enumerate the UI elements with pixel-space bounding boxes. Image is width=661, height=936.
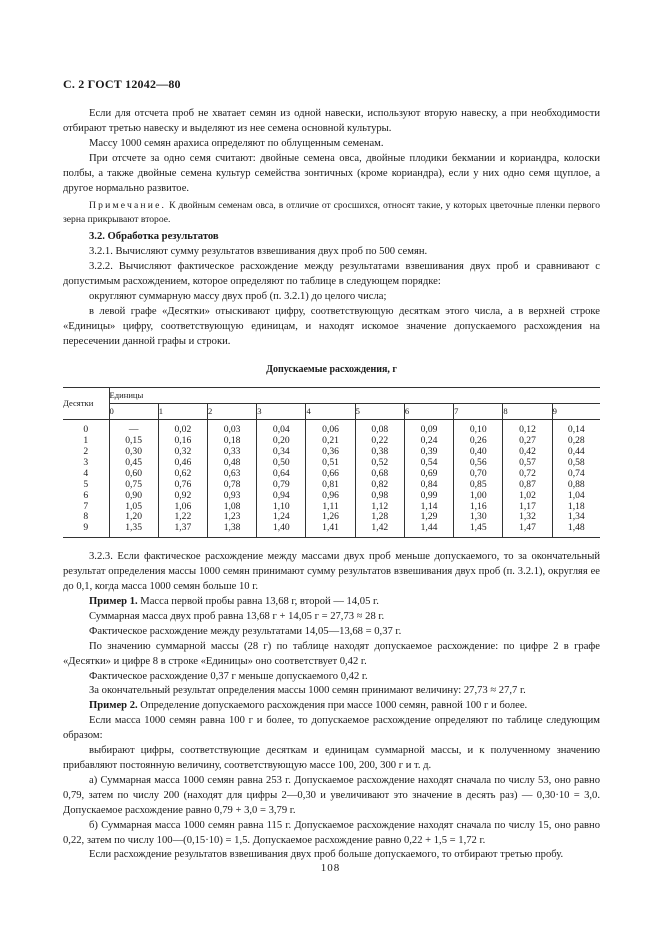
table-cell: 0,08 — [355, 420, 404, 436]
table-cell: 0,44 — [567, 446, 585, 458]
paragraph: Если расхождение результатов взвешивания двух проб больше допускаемого, то отбирают третью пробу. — [89, 849, 564, 861]
table-cell: 0,68 — [355, 469, 404, 480]
table-cell: 0,52 — [355, 458, 404, 469]
column-header: 4 — [306, 404, 355, 420]
table-cell: 0,99 — [404, 491, 453, 502]
table-cell: 0,76 — [158, 480, 207, 491]
table-cell: 0,30 — [109, 447, 158, 458]
table-cell: 1,10 — [257, 502, 306, 513]
table-row — [63, 420, 600, 436]
table-cell: 1,38 — [207, 523, 256, 537]
table-cell: 0,04 — [257, 420, 306, 436]
example-label: Пример 1. — [89, 596, 138, 607]
table-cell: 0,22 — [355, 436, 404, 447]
column-header: 9 — [552, 406, 557, 417]
example-1 — [63, 595, 600, 610]
table-body — [63, 420, 600, 538]
row-label: 8 — [63, 512, 109, 523]
table-cell: 0,32 — [158, 447, 207, 458]
column-group-header: Единицы — [109, 390, 144, 401]
paragraph: За окончательный результат определения массы 1000 семян принимают величину: 27,73 ≈ 27,7 г. — [89, 685, 526, 697]
example-text: Масса первой пробы равна 13,68 г, второй — 14,05 г. — [137, 596, 379, 607]
table-cell: 1,41 — [306, 523, 355, 537]
table-cell: 0,39 — [404, 447, 453, 458]
note — [63, 199, 600, 226]
table-cell: 0,90 — [109, 491, 158, 502]
table-row — [63, 523, 600, 537]
table-cell: 1,26 — [306, 512, 355, 523]
row-label: 3 — [63, 458, 109, 469]
table-cell: 0,45 — [109, 458, 158, 469]
table-cell: 0,20 — [257, 436, 306, 447]
table-cell: 1,06 — [158, 502, 207, 513]
table-cell: 0,70 — [454, 469, 503, 480]
table-cell: 0,98 — [355, 491, 404, 502]
table-cell: 0,62 — [158, 469, 207, 480]
table-cell: 1,44 — [404, 523, 453, 537]
table-cell: 0,24 — [404, 436, 453, 447]
table-cell: 0,06 — [306, 420, 355, 436]
table-cell: 1,24 — [257, 512, 306, 523]
table-cell: 0,79 — [257, 480, 306, 491]
table-cell: 0,38 — [355, 447, 404, 458]
row-label: 9 — [63, 523, 109, 537]
table-cell: 1,40 — [257, 523, 306, 537]
paragraph: Массу 1000 семян арахиса определяют по облущенным семенам. — [89, 137, 384, 149]
paragraph: выбирают цифры, соответствующие десяткам и единицам суммарной массы, и к полученному значению прибавляют постоянную величину, соответствующую массе 100, 200, 300 г и т. д. — [63, 745, 600, 771]
paragraph: а) Суммарная масса 1000 семян равна 253 г. Допускаемое расхождение находят сначала по числу 53, оно равно 0,79, затем по числу 200 (находят для цифры 2—0,30 и увеличивают это значение в десять раз) — 0,30·10 = 3,0. Допускаемое расхождение равно 0,79 + 3,0 = 3,79 г. — [63, 774, 600, 816]
table-cell: 1,42 — [355, 523, 404, 537]
column-header: 0 — [109, 404, 158, 420]
paragraph: Если масса 1000 семян равна 100 г и более, то допускаемое расхождение определяют по таблице следующим образом: — [63, 715, 600, 742]
table-cell: 1,00 — [454, 491, 503, 502]
table-cell: 0,33 — [207, 447, 256, 458]
table-cell: 0,69 — [404, 469, 453, 480]
paragraph: По значению суммарной массы (28 г) по таблице находят допускаемое расхождение: по цифре 2 в графе «Десятки» и цифре 8 в строке «Единицы» оно соответствует 0,42 г. — [63, 640, 600, 667]
row-label: 4 — [63, 469, 109, 480]
example-text: Определение допускаемого расхождения при массе 1000 семян, равной 100 г и более. — [137, 700, 528, 712]
row-label: 1 — [63, 436, 109, 447]
page-number: 108 — [320, 862, 341, 874]
paragraph: Фактическое расхождение между результатами 14,05—13,68 = 0,37 г. — [89, 625, 402, 637]
paragraph: округляют суммарную массу двух проб (п. 3.2.1) до целого числа; — [89, 290, 387, 302]
table-cell: 0,94 — [257, 491, 306, 502]
table-cell: 0,58 — [567, 456, 585, 468]
table-cell: 1,35 — [109, 523, 158, 537]
table-cell: 0,18 — [207, 436, 256, 447]
table-cell: 0,66 — [306, 469, 355, 480]
table-cell: 1,12 — [355, 502, 404, 513]
table-cell: 1,18 — [567, 500, 585, 512]
paragraph: Если для отсчета проб не хватает семян из одной навески, используют вторую навеску, а при необходимости отбирают третью навеску и выделяют из нее семена основной культуры. — [63, 108, 600, 134]
table-cell: 0,88 — [567, 478, 585, 490]
table-cell: 0,60 — [109, 469, 158, 480]
row-label: 7 — [63, 502, 109, 513]
table-cell: 1,02 — [503, 491, 552, 502]
table-cell: 1,08 — [207, 502, 256, 513]
table-cell: 0,36 — [306, 447, 355, 458]
table-cell: 0,12 — [503, 420, 552, 436]
paragraph: 3.2.3. Если фактическое расхождение между массами двух проб меньше допускаемого, то за окончательный результат определения массы 1000 семян принимают сумму результатов взвешивания двух проб (п. 3.2.1), округляя ее до 0,1, когда масса 1000 семян больше 10 г. — [63, 551, 600, 593]
table-cell: 0,72 — [503, 469, 552, 480]
table-cell: 0,48 — [207, 458, 256, 469]
table-cell: 0,21 — [306, 436, 355, 447]
table-cell: 1,17 — [503, 502, 552, 513]
table-cell: 0,56 — [454, 458, 503, 469]
table-cell: 0,40 — [454, 447, 503, 458]
column-header: 3 — [257, 404, 306, 420]
table-cell: 1,23 — [207, 512, 256, 523]
table-cell: 1,48 — [567, 522, 585, 534]
paragraph: в левой графе «Десятки» отыскивают цифру, соответствующую десяткам этого числа, а в верхней строке «Единицы» цифру, соответствующую единицам, и находят искомое значение допускаемого расхождения на пересечении данной графы и строки. — [63, 305, 600, 347]
table-caption: Допускаемые расхождения, г — [266, 363, 397, 375]
table-cell: 1,47 — [503, 523, 552, 537]
table-cell: 1,04 — [567, 489, 585, 501]
table-cell: 0,82 — [355, 480, 404, 491]
column-header: 2 — [207, 404, 256, 420]
table-cell: 1,11 — [306, 502, 355, 513]
document-body — [63, 107, 600, 863]
column-header: 1 — [158, 404, 207, 420]
table-cell: 1,05 — [109, 502, 158, 513]
page-header: С. 2 ГОСТ 12042—80 — [63, 77, 181, 91]
table-cell: 0,14 — [567, 424, 585, 436]
table-cell: 0,74 — [567, 467, 585, 479]
table-cell: 0,93 — [207, 491, 256, 502]
table-cell: 1,28 — [355, 512, 404, 523]
table-cell: 0,63 — [207, 469, 256, 480]
column-header: 8 — [503, 404, 552, 420]
table-cell: 0,15 — [109, 436, 158, 447]
table-cell: 0,64 — [257, 469, 306, 480]
section-title: 3.2. Обработка результатов — [89, 231, 219, 243]
table-cell: 0,28 — [567, 435, 585, 447]
table-cell: 0,26 — [454, 436, 503, 447]
table-cell: 0,03 — [207, 420, 256, 436]
tolerance-table — [63, 387, 600, 538]
table-cell: 0,54 — [404, 458, 453, 469]
table-cell: 0,09 — [404, 420, 453, 436]
row-label: 2 — [63, 447, 109, 458]
table-cell: 0,78 — [207, 480, 256, 491]
table-row — [63, 491, 600, 502]
table-cell: — — [109, 420, 158, 436]
table-cell: 1,14 — [404, 502, 453, 513]
table-cell: 0,51 — [306, 458, 355, 469]
column-header: 5 — [355, 404, 404, 420]
table-cell: 0,10 — [454, 420, 503, 436]
table-cell: 1,34 — [567, 511, 585, 523]
table-cell: 1,45 — [454, 523, 503, 537]
table-cell: 0,84 — [404, 480, 453, 491]
table-cell: 0,87 — [503, 480, 552, 491]
table-cell: 1,16 — [454, 502, 503, 513]
table-cell: 0,50 — [257, 458, 306, 469]
paragraph: 3.2.1. Вычисляют сумму результатов взвешивания двух проб по 500 семян. — [89, 246, 428, 258]
note-text: К двойным семенам овса, в отличие от сросшихся, относят такие, у которых цветочные пленки первого зерна прикрывают второе. — [63, 200, 600, 225]
column-header: 6 — [404, 404, 453, 420]
paragraph: При отсчете за одно семя считают: двойные семена овса, двойные плодики бекмании и кориандра, колоски полбы, а также двойные семена культур семейства зонтичных (кроме кориандра), если у них одно семя щуплое, а другое нормально развитое. — [63, 152, 600, 194]
column-header: 7 — [454, 404, 503, 420]
row-label: 5 — [63, 480, 109, 491]
paragraph: 3.2.2. Вычисляют фактическое расхождение между результатами взвешивания двух проб и сравнивают с допустимым расхождением, которое определяют по таблице в следующем порядке: — [63, 261, 600, 287]
table-cell: 0,02 — [158, 420, 207, 436]
table-cell: 0,42 — [503, 447, 552, 458]
paragraph: б) Суммарная масса 1000 семян равна 115 г. Допускаемое расхождение находят сначала по числу 15, оно равно 0,22, затем по числу 100—(0,15·10) = 1,5. Допускаемое расхождение равно 0,22 + 1,5 = 1,72 г. — [63, 819, 600, 846]
table-cell: 0,96 — [306, 491, 355, 502]
table-cell: 0,16 — [158, 436, 207, 447]
table-cell: 1,37 — [158, 523, 207, 537]
table-cell: 1,32 — [503, 512, 552, 523]
paragraph: Фактическое расхождение 0,37 г меньше допускаемого 0,42 г. — [89, 670, 368, 682]
example-2 — [63, 699, 600, 714]
row-header: Десятки — [63, 388, 109, 420]
table-cell: 0,34 — [257, 447, 306, 458]
example-label: Пример 2. — [89, 700, 138, 712]
table-cell: 0,92 — [158, 491, 207, 502]
note-label: Примечание. — [89, 200, 167, 212]
paragraph: Суммарная масса двух проб равна 13,68 г + 14,05 г = 27,73 ≈ 28 г. — [89, 610, 385, 622]
table-cell: 1,20 — [109, 512, 158, 523]
row-label: 6 — [63, 491, 109, 502]
table-cell: 1,22 — [158, 512, 207, 523]
table-cell: 0,81 — [306, 480, 355, 491]
table-cell: 0,75 — [109, 480, 158, 491]
table-cell: 0,57 — [503, 458, 552, 469]
table-cell: 0,85 — [454, 480, 503, 491]
row-label: 0 — [63, 420, 109, 436]
table-cell: 1,30 — [454, 512, 503, 523]
table-cell: 0,27 — [503, 436, 552, 447]
table-cell: 1,29 — [404, 512, 453, 523]
table-cell: 0,46 — [158, 458, 207, 469]
